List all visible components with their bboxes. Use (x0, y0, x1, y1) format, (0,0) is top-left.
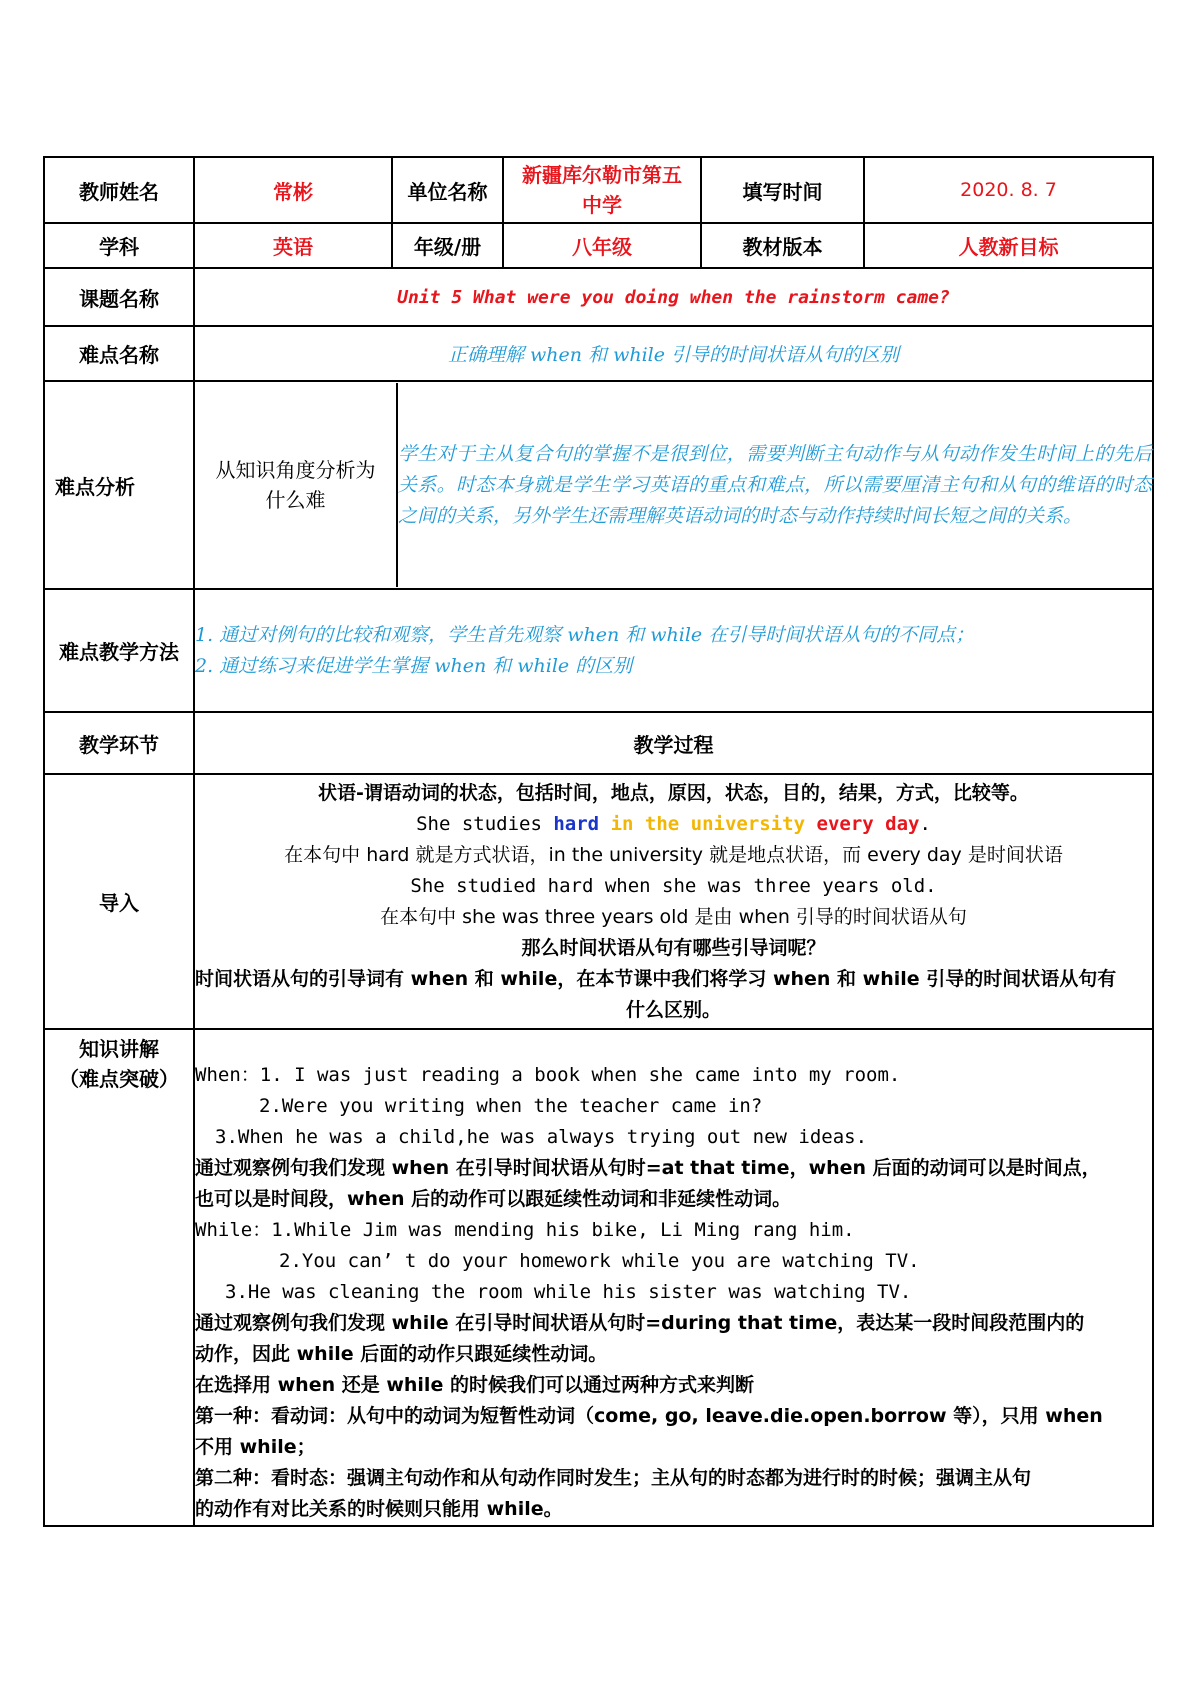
space (599, 813, 610, 835)
method-label: 难点教学方法 (44, 589, 194, 712)
lesson-plan-table (43, 156, 1154, 1527)
analysis-sub-label (195, 383, 397, 587)
intro-sentence-start: She studies (416, 812, 554, 835)
difficulty-label: 难点名称 (44, 326, 194, 381)
subject-value: 英语 (194, 223, 392, 268)
when-note-1: 通过观察例句我们发现 when 在引导时间状语从句时=at that time，when 后面的动词可以是时间点， (195, 1157, 1101, 1179)
intro-line-3: 在本句中 hard 就是方式状语，in the university 就是地点状语，而 every day 是时间状语 (284, 843, 1063, 866)
when-example-1: When：1. I was just reading a book when she came into my room. (195, 1064, 901, 1086)
subject-label: 学科 (44, 223, 194, 268)
date-label: 填写时间 (701, 157, 864, 223)
while-example-2: 2.You can’ t do your homework while you are watching TV. (279, 1250, 920, 1272)
analysis-text: 学生对于主从复合句的掌握不是很到位，需要判断主句动作与从句动作发生时间上的先后关系。时态本身就是学生学习英语的重点和难点，所以需要厘清主句和从句的维语的时态之间的关系，另外学生还需理解英语动词的时态与动作持续时间长短之间的关系。 (398, 442, 1152, 527)
analysis-cell (194, 381, 1153, 589)
intro-row (44, 774, 1153, 1029)
method-item: 2. 通过练习来促进学生掌握 when 和 while 的区别 (195, 654, 633, 677)
knowledge-row (44, 1029, 1153, 1526)
word-hard: hard (553, 812, 600, 835)
phrase-every-day: every day (816, 812, 920, 835)
analysis-inner-table (195, 383, 1152, 587)
intro-line-1: 状语-谓语动词的状态，包括时间，地点，原因，状态，目的，结果，方式，比较等。 (318, 781, 1029, 804)
space (805, 813, 816, 835)
intro-line-2 (195, 809, 1152, 840)
while-example-1: While：1.While Jim was mending his bike, Li Ming rang him. (195, 1219, 855, 1241)
when-example-2: 2.Were you writing when the teacher came in? (259, 1095, 763, 1117)
intro-line-4: She studied hard when she was three years old. (410, 874, 937, 897)
way-2-line-1: 第二种：看时态：强调主句动作和从句动作同时发生；主从句的时态都为进行时的时候；强调主从句 (195, 1467, 1032, 1489)
process-header-row (44, 712, 1153, 774)
knowledge-label (44, 1029, 194, 1526)
while-note-2: 动作，因此 while 后面的动作只跟延续性动词。 (195, 1343, 608, 1365)
textbook-value: 人教新目标 (864, 223, 1153, 268)
unit-name-line-1: 新疆库尔勒市第五 (522, 163, 682, 187)
topic-value: Unit 5 What were you doing when the rainstorm came? (194, 268, 1153, 326)
header-row-1 (44, 157, 1153, 223)
unit-label: 单位名称 (392, 157, 503, 223)
stage-label: 教学环节 (44, 712, 194, 774)
analysis-row (44, 381, 1153, 589)
difficulty-value: 正确理解 when 和 while 引导的时间状语从句的区别 (194, 326, 1153, 381)
while-note-1: 通过观察例句我们发现 while 在引导时间状语从句时=during that time，表达某一段时间段范围内的 (195, 1312, 1085, 1334)
intro-content (194, 774, 1153, 1029)
intro-line-6: 那么时间状语从句有哪些引导词呢？ (521, 936, 826, 959)
date-value: 2020. 8. 7 (864, 157, 1153, 223)
analysis-sub-label-line-1: 从知识角度分析为 (215, 458, 376, 482)
method-list (194, 589, 1153, 712)
analysis-label: 难点分析 (44, 381, 194, 589)
knowledge-label-line-1: 知识讲解 (79, 1037, 159, 1061)
unit-name-line-2: 中学 (582, 193, 622, 217)
grade-value: 八年级 (503, 223, 701, 268)
way-1-line-2: 不用 while； (195, 1436, 316, 1458)
knowledge-content (194, 1029, 1153, 1526)
unit-name (503, 157, 701, 223)
header-row-2 (44, 223, 1153, 268)
way-1-line-1: 第一种：看动词：从句中的动词为短暂性动词（come, go, leave.die.open.borrow 等），只用 when (195, 1405, 1103, 1427)
grade-label: 年级/册 (392, 223, 503, 268)
intro-line-5: 在本句中 she was three years old 是由 when 引导的时间状语从句 (380, 905, 967, 928)
teacher-name: 常彬 (194, 157, 392, 223)
period: . (919, 812, 931, 835)
process-label: 教学过程 (194, 712, 1153, 774)
intro-line-8: 什么区别。 (625, 998, 721, 1021)
choose-intro: 在选择用 when 还是 while 的时候我们可以通过两种方式来判断 (195, 1374, 754, 1396)
phrase-in-the-university: in the university (610, 812, 806, 835)
when-note-2: 也可以是时间段，when 后的动作可以跟延续性动词和非延续性动词。 (195, 1188, 792, 1210)
way-2-line-2: 的动作有对比关系的时候则只能用 while。 (195, 1498, 563, 1520)
topic-label: 课题名称 (44, 268, 194, 326)
intro-label: 导入 (44, 774, 194, 1029)
method-row (44, 589, 1153, 712)
textbook-label: 教材版本 (701, 223, 864, 268)
while-example-3: 3.He was cleaning the room while his sister was watching TV. (225, 1281, 912, 1303)
difficulty-row (44, 326, 1153, 381)
teacher-label: 教师姓名 (44, 157, 194, 223)
topic-row (44, 268, 1153, 326)
knowledge-label-line-2: （难点突破） (59, 1067, 179, 1091)
when-example-3: 3.When he was a child,he was always trying out new ideas. (215, 1126, 868, 1148)
intro-line-7: 时间状语从句的引导词有 when 和 while，在本节课中我们将学习 when 和 while 引导的时间状语从句有 (195, 967, 1117, 990)
analysis-sub-label-line-2: 什么难 (265, 488, 326, 512)
method-item: 1. 通过对例句的比较和观察，学生首先观察 when 和 while 在引导时间状语从句的不同点； (195, 623, 975, 646)
